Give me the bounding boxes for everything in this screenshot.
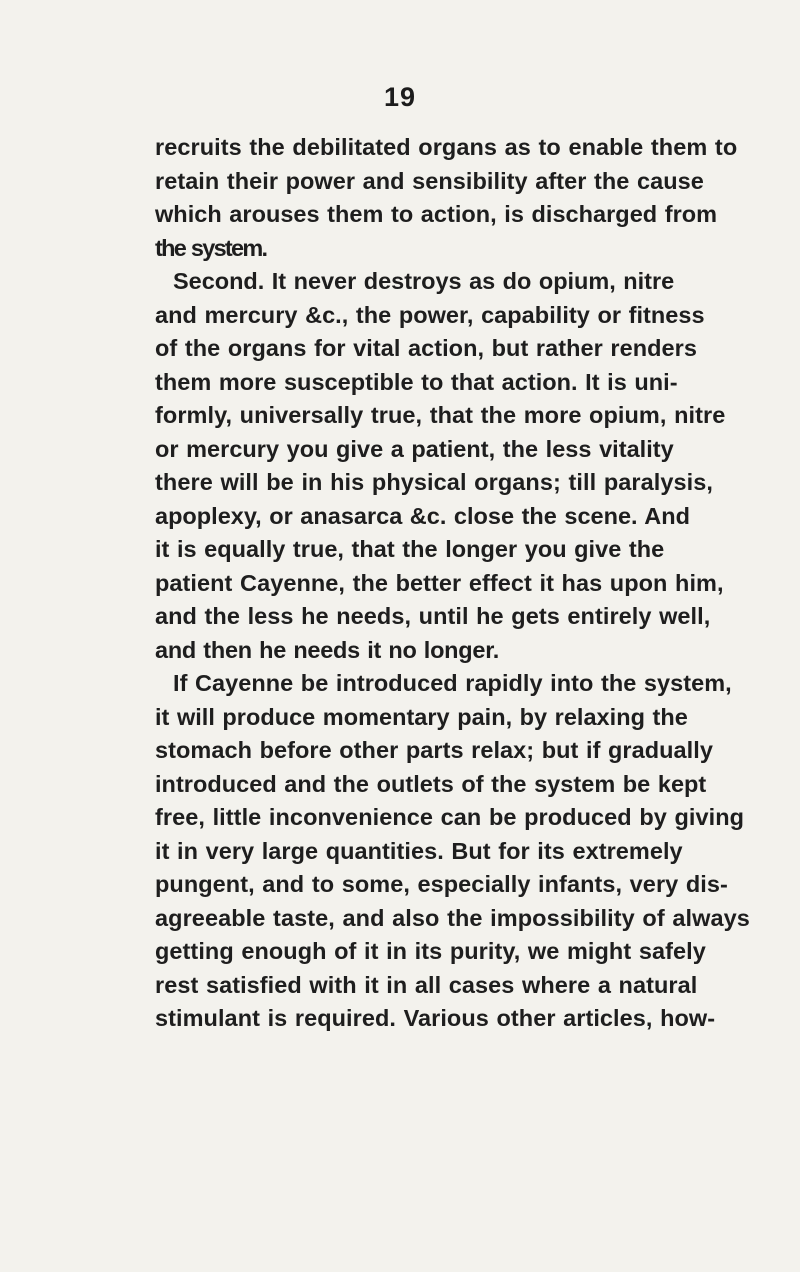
text-line: pungent, and to some, especially infants, very dis- (155, 871, 728, 897)
text-line: getting enough of it in its purity, we might safely (155, 938, 706, 964)
text-line: free, little inconvenience can be produced by giving (155, 804, 745, 830)
text-line: the system. (155, 234, 267, 261)
text-line: stomach before other parts relax; but if gradually (155, 737, 713, 763)
text-line: of the organs for vital action, but rather renders (155, 335, 697, 361)
body-text (155, 131, 800, 1036)
text-line: it in very large quantities. But for its extremely (155, 837, 683, 864)
text-line: recruits the debilitated organs as to enable them to (155, 134, 738, 160)
text-line: and mercury &c., the power, capability or fitness (155, 301, 705, 328)
text-line: apoplexy, or anasarca &c. close the scene. And (155, 502, 690, 529)
text-line: introduced and the outlets of the system be kept (155, 770, 707, 797)
text-line: it will produce momentary pain, by relaxing the (155, 703, 688, 730)
page-number: 19 (383, 82, 417, 112)
text-line: it is equally true, that the longer you give the (155, 536, 665, 562)
text-line: formly, universally true, that the more opium, nitre (155, 402, 726, 428)
text-line: there will be in his physical organs; till paralysis, (155, 469, 714, 495)
text-line: Second. It never destroys as do opium, nitre (173, 268, 675, 294)
text-line: and then he needs it no longer. (155, 636, 500, 663)
text-line: which arouses them to action, is discharged from (155, 201, 718, 227)
text-line: and the less he needs, until he gets entirely well, (155, 603, 711, 629)
text-line: If Cayenne be introduced rapidly into the system, (173, 670, 732, 696)
text-line: agreeable taste, and also the impossibility of always (155, 904, 750, 931)
text-line: them more susceptible to that action. It is uni- (155, 368, 678, 395)
text-line: patient Cayenne, the better effect it has upon him, (155, 569, 724, 596)
text-line: or mercury you give a patient, the less vitality (155, 435, 674, 462)
text-line: retain their power and sensibility after the cause (155, 167, 704, 194)
text-line: stimulant is required. Various other articles, how- (155, 1005, 716, 1031)
text-line: rest satisfied with it in all cases where a natural (155, 971, 698, 998)
